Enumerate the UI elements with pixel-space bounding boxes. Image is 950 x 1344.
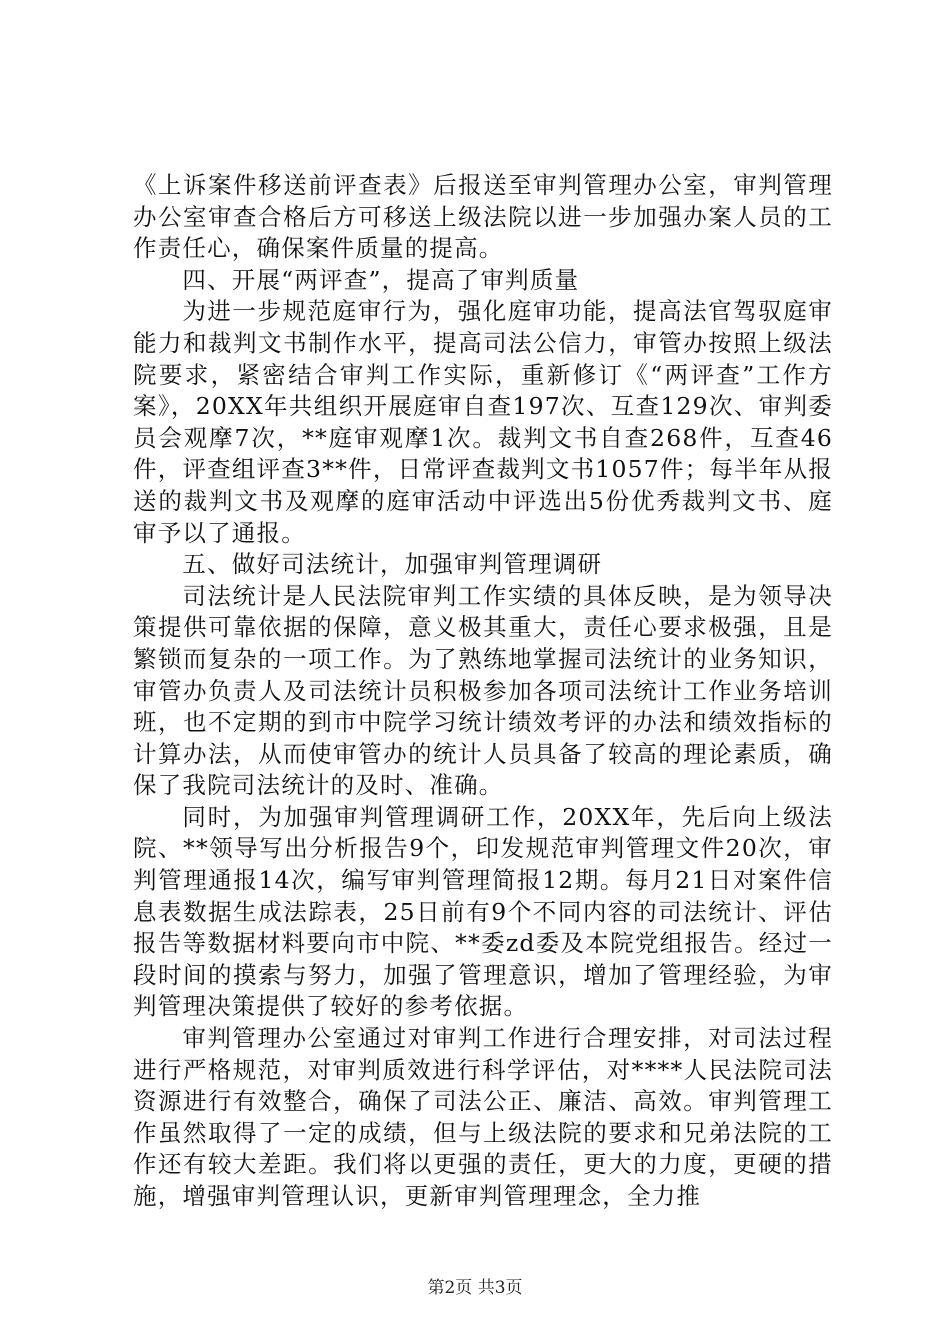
page-footer: 第2页 共3页	[427, 1278, 523, 1298]
paragraph-judicial-statistics: 司法统计是人民法院审判工作实绩的具体反映，是为领导决策提供可靠依据的保障，意义极其重大，责任心要求极强，且是繁锁而复杂的一项工作。为了熟练地掌握司法统计的业务知识，审管办负责人及司法统计员积极参加各项司法统计工作业务培训班，也不定期的到市中院学习统计绩效考评的办法和绩效指标的计算办法，从而使审管办的统计人员具备了较高的理论素质，确保了我院司法统计的及时、准确。	[133, 581, 833, 800]
paragraph-conclusion: 审判管理办公室通过对审判工作进行合理安排，对司法过程进行严格规范，对审判质效进行科学评估，对****人民法院司法资源进行有效整合，确保了司法公正、廉洁、高效。审判管理工作虽然取得了一定的成绩，但与上级法院的要求和兄弟法院的工作还有较大差距。我们将以更强的责任，更大的力度，更硬的措施，增强审判管理认识，更新审判管理理念，全力推	[133, 1024, 833, 1210]
paragraph-research-work: 同时，为加强审判管理调研工作，20XX年，先后向上级法院、**领导写出分析报告9个，印发规范审判管理文件20次，审判管理通报14次，编写审判管理简报12期。每月21日对案件信息表数据生成法踪表，25日前有9个不同内容的司法统计、评估报告等数据材料要向市中院、**委zd委及本院党组报告。经过一段时间的摸索与努力，加强了管理意识，增加了管理经验，为审判管理决策提供了较好的参考依据。	[133, 802, 833, 1021]
paragraph-two-evaluations: 为进一步规范庭审行为，强化庭审功能，提高法官驾驭庭审能力和裁判文书制作水平，提高司法公信力，审管办按照上级法院要求，紧密结合审判工作实际，重新修订《“两评查”工作方案》，20XX年共组织开展庭审自查197次、互查129次、审判委员会观摩7次，**庭审观摩1次。裁判文书自查268件，互查46件，评查组评查3**件，日常评查裁判文书1057件；每半年从报送的裁判文书及观摩的庭审活动中评选出5份优秀裁判文书、庭审予以了通报。	[133, 297, 833, 547]
paragraph-continuation: 《上诉案件移送前评查表》后报送至审判管理办公室，审判管理办公室审查合格后方可移送上级法院以进一步加强办案人员的工作责任心，确保案件质量的提高。	[133, 171, 833, 263]
section-heading-five: 五、做好司法统计，加强审判管理调研	[182, 550, 603, 579]
section-heading-four: 四、开展“两评查”，提高了审判质量	[182, 265, 580, 294]
document-body	[133, 170, 833, 1213]
